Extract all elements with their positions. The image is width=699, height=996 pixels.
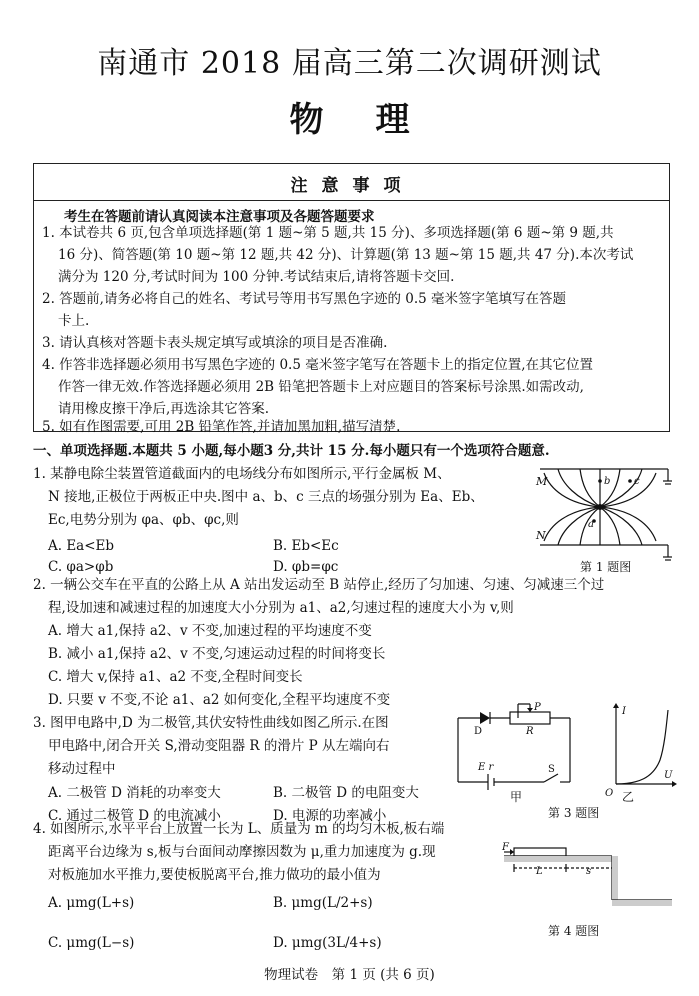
q4-line: 对板施加水平推力,要使板脱离平台,推力做功的最小值为 <box>48 867 381 883</box>
notice-subtitle: 考生在答题前请认真阅读本注意事项及各题答题要求 <box>64 209 375 225</box>
notice-line: 1. 本试卷共 6 页,包含单项选择题(第 1 题~第 5 题,共 15 分)、多项选择题(第 6 题~第 9 题,共 <box>42 225 614 241</box>
q2-option-b: B. 减小 a1,保持 a2、v 不变,匀速运动过程的时间将变长 <box>48 646 386 662</box>
label-n: N <box>536 529 546 542</box>
q1-line: 1. 某静电除尘装置管道截面内的电场线分布如图所示,平行金属板 M、 <box>33 466 451 482</box>
page-footer: 物理试卷 第 1 页 (共 6 页) <box>264 967 435 983</box>
q4-option-a: A. μmg(L+s) <box>48 895 135 911</box>
label-u: U <box>664 770 673 781</box>
label-yi: 乙 <box>622 790 635 804</box>
label-r: R <box>526 726 534 737</box>
q4-option-b: B. μmg(L/2+s) <box>273 895 373 911</box>
notice-box <box>33 163 670 435</box>
notice-title: 注意事项 <box>290 176 415 196</box>
label-a: a <box>588 519 594 530</box>
label-o: O <box>605 788 614 799</box>
q4-figure-caption: 第 4 题图 <box>548 924 600 938</box>
label-i: I <box>622 706 626 717</box>
q3-figure-caption: 第 3 题图 <box>548 806 600 820</box>
label-er: E r <box>478 762 494 773</box>
notice-line: 2. 答题前,请务必将自己的姓名、考试号等用书写黑色字迹的 0.5 毫米签字笔填写在答题 <box>42 291 567 307</box>
q3-option-c: C. 通过二极管 D 的电流减小 <box>48 808 221 824</box>
q1-field-line-figure <box>532 459 672 574</box>
q3-line: 移动过程中 <box>48 761 116 777</box>
notice-line: 满分为 120 分,考试时间为 100 分钟.考试结束后,请将答题卡交回. <box>58 269 455 285</box>
label-m: M <box>536 475 548 488</box>
q4-option-d: D. μmg(3L/4+s) <box>273 935 382 951</box>
notice-divider <box>34 200 669 201</box>
q4-option-c: C. μmg(L−s) <box>48 935 135 951</box>
q4-line: 4. 如图所示,水平平台上放置一长为 L、质量为 m 的均匀木板,板右端 <box>33 821 445 837</box>
label-s-distance: s <box>586 866 592 877</box>
q3-circuit-figure <box>448 700 678 800</box>
q2-option-d: D. 只要 v 不变,不论 a1、a2 如何变化,全程平均速度不变 <box>48 692 391 708</box>
q4-platform-figure <box>500 838 675 918</box>
q3-line: 3. 图甲电路中,D 为二极管,其伏安特性曲线如图乙所示.在图 <box>33 715 389 731</box>
label-p: P <box>534 702 541 713</box>
label-d: D <box>474 726 483 737</box>
q1-line: N 接地,正极位于两板正中央.图中 a、b、c 三点的场强分别为 Ea、Eb、 <box>48 489 484 505</box>
label-b: b <box>604 476 611 487</box>
q2-line: 2. 一辆公交车在平直的公路上从 A 站出发运动至 B 站停止,经历了匀加速、匀速、匀减速三个过 <box>33 577 605 593</box>
q3-option-d: D. 电源的功率减小 <box>273 808 387 824</box>
q1-option-b: B. Eb<Ec <box>273 538 339 554</box>
q1-option-a: A. Ea<Eb <box>48 538 115 554</box>
label-l: L <box>536 866 543 877</box>
exam-title: 南通市 2018 届高三第二次调研测试 <box>97 46 602 81</box>
q1-option-c: C. φa>φb <box>48 559 114 575</box>
label-f: F <box>502 842 509 853</box>
q4-line: 距离平台边缘为 s,板与台面间动摩擦因数为 μ,重力加速度为 g.现 <box>48 844 436 860</box>
subject-title: 物理 <box>289 100 462 140</box>
label-s: S <box>548 764 555 775</box>
section-heading: 一、单项选择题.本题共 5 小题,每小题3 分,共计 15 分.每小题只有一个选项符合题意. <box>33 443 550 459</box>
q1-figure-caption: 第 1 题图 <box>580 560 632 574</box>
notice-line: 请用橡皮擦干净后,再选涂其它答案. <box>58 401 270 417</box>
notice-line: 16 分)、简答题(第 10 题~第 12 题,共 42 分)、计算题(第 13 题~第 15 题,共 47 分).本次考试 <box>58 247 634 263</box>
q1-line: Ec,电势分别为 φa、φb、φc,则 <box>48 512 239 528</box>
q3-line: 甲电路中,闭合开关 S,滑动变阻器 R 的滑片 P 从左端向右 <box>48 738 390 754</box>
q3-option-b: B. 二极管 D 的电阻变大 <box>273 785 419 801</box>
notice-line: 4. 作答非选择题必须用书写黑色字迹的 0.5 毫米签字笔写在答题卡上的指定位置,在其它位置 <box>42 357 594 373</box>
q2-option-c: C. 增大 v,保持 a1、a2 不变,全程时间变长 <box>48 669 303 685</box>
label-c: c <box>634 476 640 487</box>
notice-line: 5. 如有作图需要,可用 2B 铅笔作答,并请加黑加粗,描写清楚. <box>42 419 401 435</box>
notice-line: 作答一律无效.作答选择题必须用 2B 铅笔把答题卡上对应题目的答案标号涂黑.如需改动, <box>58 379 584 395</box>
q2-option-a: A. 增大 a1,保持 a2、v 不变,加速过程的平均速度不变 <box>48 623 372 639</box>
notice-line: 卡上. <box>58 313 90 329</box>
notice-line: 3. 请认真核对答题卡表头规定填写或填涂的项目是否准确. <box>42 335 388 351</box>
q3-option-a: A. 二极管 D 消耗的功率变大 <box>48 785 221 801</box>
q2-line: 程,设加速和减速过程的加速度大小分别为 a1、a2,匀速过程的速度大小为 v,则 <box>48 600 514 616</box>
q1-option-d: D. φb=φc <box>273 559 339 575</box>
label-jia: 甲 <box>510 790 523 804</box>
